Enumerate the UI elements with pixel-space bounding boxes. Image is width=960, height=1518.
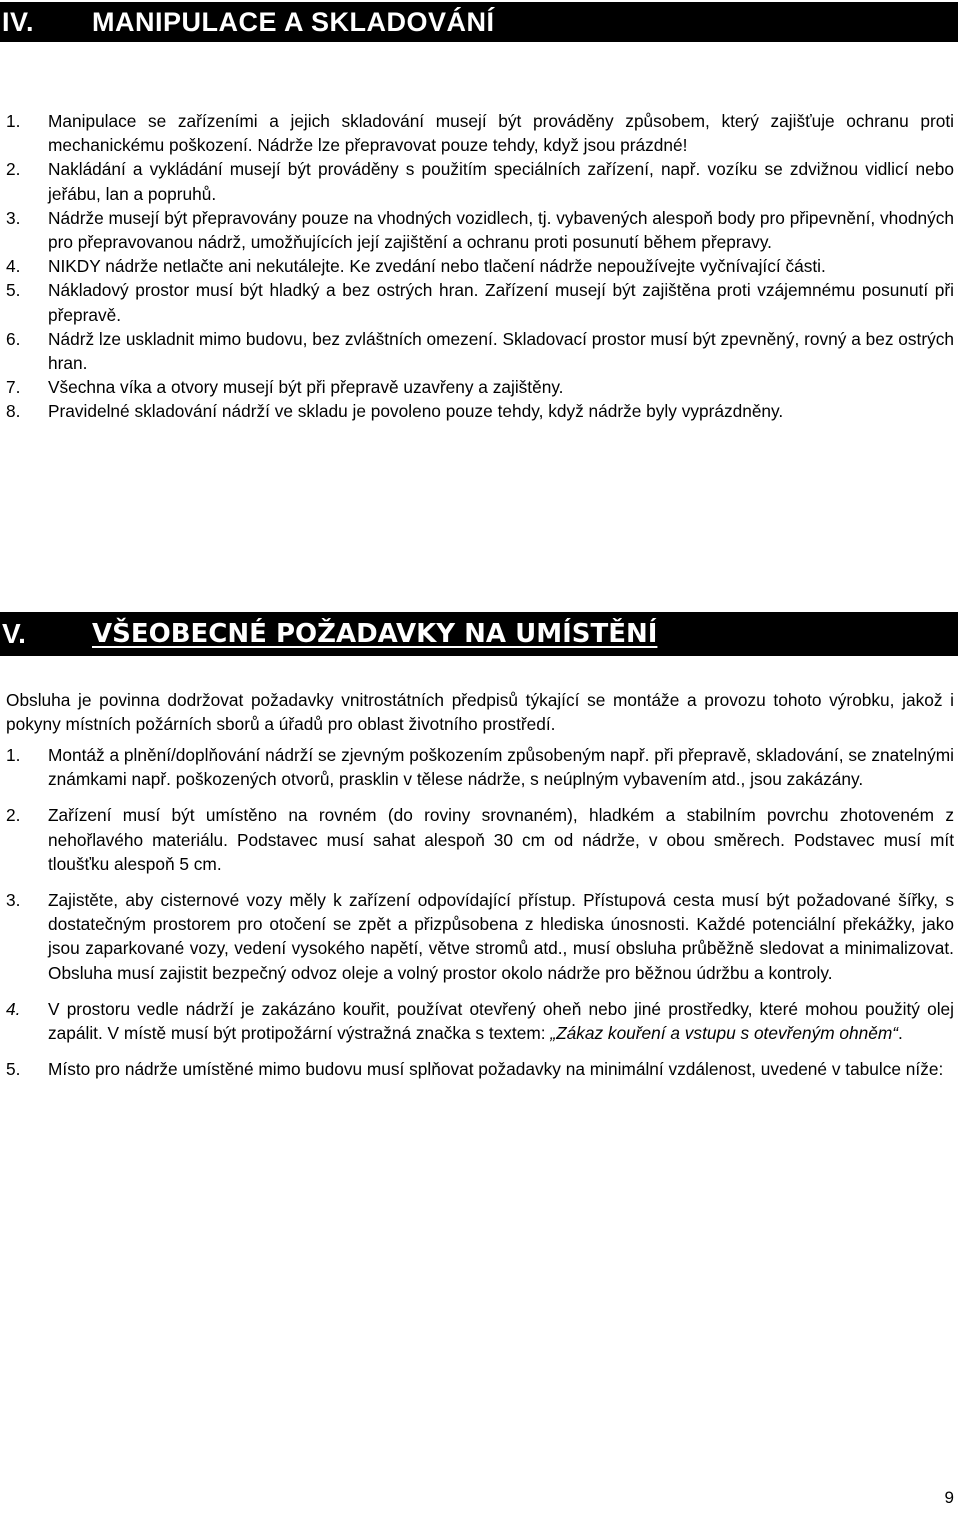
- list-item: [6, 157, 954, 205]
- list-item: [6, 399, 954, 423]
- list-item: [6, 997, 954, 1045]
- list-item-number: 2.: [6, 805, 21, 826]
- section-iv-heading: [0, 2, 958, 42]
- list-item-text: Místo pro nádrže umístěné mimo budovu musí splňovat požadavky na minimální vzdálenost, uvedené v tabulce níže:: [48, 1059, 944, 1080]
- list-item-number: 5.: [6, 280, 21, 301]
- list-item: [6, 206, 954, 254]
- list-item: [6, 109, 954, 157]
- list-item-number: 3.: [6, 890, 21, 911]
- list-item-text: Zařízení musí být umístěno na rovném (do roviny srovnaném), hladkém a stabilním povrchu zhotoveném z nehořlavého materiálu. Podstavec musí sahat alespoň 30 cm od nádrže, v obou směrech. Podstavec musí mít tloušťku alespoň 5 cm.: [48, 805, 954, 874]
- list-item-text: [48, 997, 954, 1045]
- list-item: [6, 254, 954, 278]
- list-item: [6, 743, 954, 791]
- list-item-text: Nákladový prostor musí být hladký a bez ostrých hran. Zařízení musejí být zajištěna proti vzájemnému posunutí při přepravě.: [48, 280, 954, 325]
- list-item: [6, 1057, 954, 1081]
- list-item-number: 1.: [6, 111, 21, 131]
- list-item-text: Nádrž lze uskladnit mimo budovu, bez zvláštních omezení. Skladovací prostor musí být zpevněný, rovný a bez ostrých hran.: [48, 328, 954, 374]
- list-item: [6, 278, 954, 326]
- list-item-text: NIKDY nádrže netlačte ani nekutálejte. Ke zvedání nebo tlačení nádrže nepoužívejte vyčnívající části.: [48, 256, 826, 277]
- list-item-number: 4.: [6, 998, 21, 1019]
- list-item: [6, 803, 954, 876]
- section-v-list: [6, 743, 954, 1093]
- section-iv-number: IV.: [2, 6, 35, 37]
- list-item-text-end: .: [898, 1023, 903, 1044]
- section-v-heading: [0, 612, 958, 656]
- list-item-number: 1.: [6, 745, 21, 765]
- list-item-number: 4.: [6, 256, 21, 277]
- list-item-text: Montáž a plnění/doplňování nádrží se zjevným poškozením způsobeným např. při přepravě, skladování, se znatelnými známkami např. poškozených otvorů, prasklin v tělese nádrže, s neúplným vybavením atd., jsou zakázány.: [48, 745, 954, 790]
- list-item-text-main: V prostoru vedle nádrží je zakázáno kouřit, používat otevřený oheň nebo jiné prostředky, které mohou použitý olej zapálit. V místě musí být protipožární výstražná značka s textem:: [48, 998, 954, 1044]
- list-item: [6, 327, 954, 375]
- list-item-text: Všechna víka a otvory musejí být při přepravě uzavřeny a zajištěny.: [48, 377, 564, 398]
- list-item-text: Zajistěte, aby cisternové vozy měly k zařízení odpovídající přístup. Přístupová cesta musí být požadované šířky, s dostatečným prostorem pro otočení se zpět a přizpůsobena z hlediska únosnosti. Každé potenciální překážky, jako jsou zaparkované vozy, vedení vysokého napětí, větve stromů atd., musí obsluha průběžně sledovat a minimalizovat. Obsluha musí zajistit bezpečný odvoz oleje a volný prostor okolo nádrže pro běžnou údržbu a kontroly.: [48, 890, 954, 983]
- list-item-number: 8.: [6, 401, 21, 422]
- section-v-number: V.: [2, 618, 26, 649]
- list-item-text: Nakládání a vykládání musejí být prováděny s použitím speciálních zařízení, např. vozíku se zdvižnou vidlicí nebo jeřábu, lan a popruhů.: [48, 159, 954, 204]
- section-v-title: VŠEOBECNÉ POŽADAVKY NA UMÍSTĚNÍ: [92, 619, 658, 649]
- section-iv-title: MANIPULACE A SKLADOVÁNÍ: [92, 6, 495, 37]
- list-item-number: 2.: [6, 159, 21, 180]
- list-item: [6, 375, 954, 399]
- list-item-text: Nádrže musejí být přepravovány pouze na vhodných vozidlech, tj. vybavených alespoň body pro připevnění, vhodných pro přepravovanou nádrž, umožňujících její zajištění a ochranu proti posunutí během přepravy.: [48, 207, 954, 253]
- list-item-number: 3.: [6, 207, 21, 228]
- list-item-text: Manipulace se zařízeními a jejich skladování musejí být prováděny způsobem, který zajišťuje ochranu proti mechanickému poškození. Nádrže lze přepravovat pouze tehdy, když jsou prázdné!: [48, 111, 954, 156]
- section-iv-list: [6, 109, 954, 424]
- page-number: 9: [944, 1488, 954, 1507]
- list-item-text: Pravidelné skladování nádrží ve skladu je povoleno pouze tehdy, když nádrže byly vyprázdněny.: [48, 401, 784, 422]
- list-item: [6, 888, 954, 985]
- section-v-intro: Obsluha je povinna dodržovat požadavky vnitrostátních předpisů týkající se montáže a provozu tohoto výrobku, jakož i pokyny místních požárních sborů a úřadů pro oblast životního prostředí.: [6, 690, 954, 735]
- warning-sign-text: „Zákaz kouření a vstupu s otevřeným ohněm“: [550, 1023, 899, 1044]
- list-item-number: 7.: [6, 377, 21, 398]
- list-item-number: 5.: [6, 1059, 21, 1080]
- list-item-number: 6.: [6, 328, 21, 349]
